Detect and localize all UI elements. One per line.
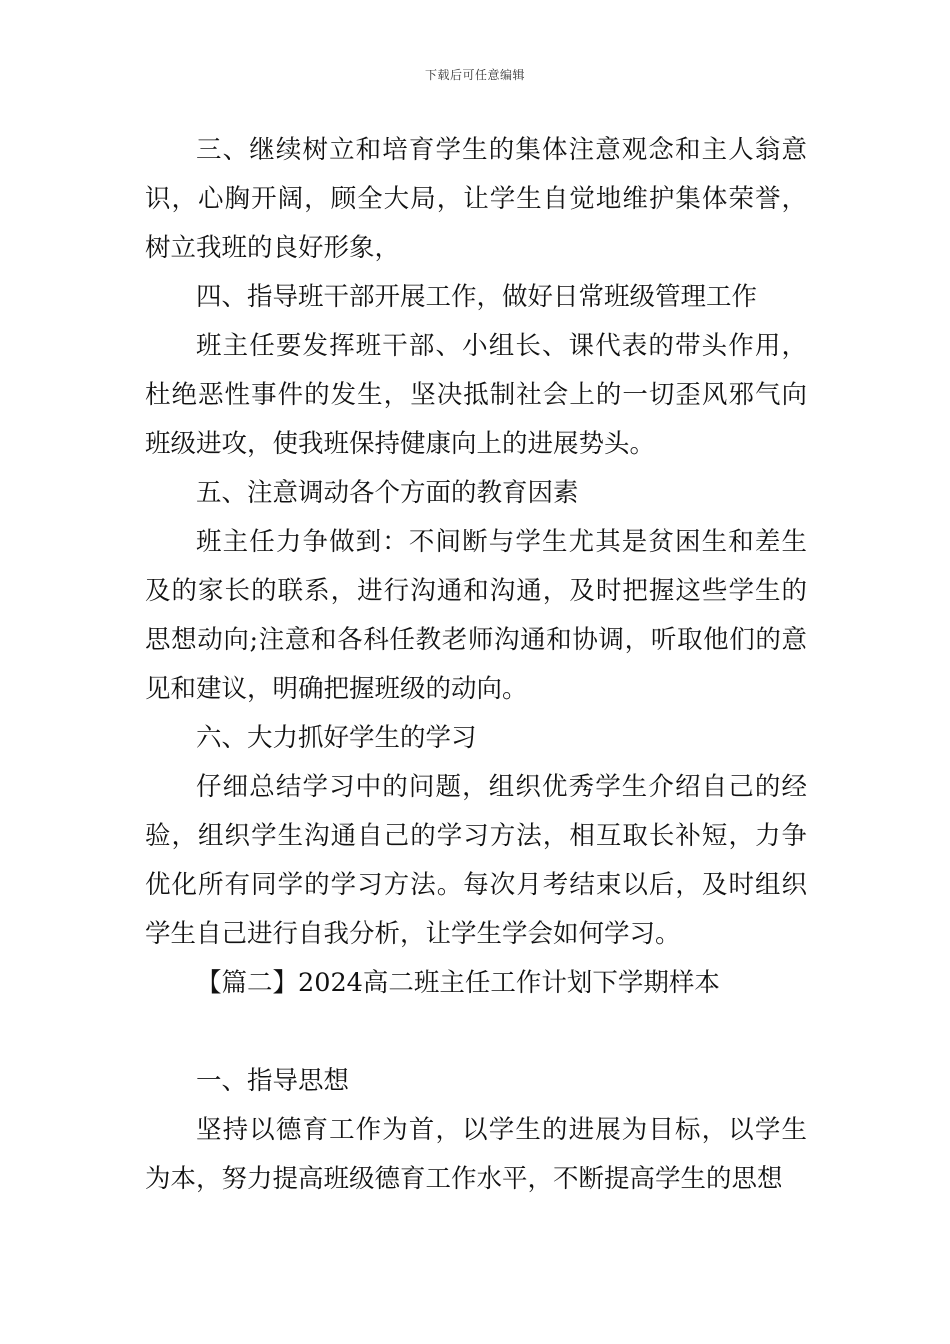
paragraph-section-four-body: 班主任要发挥班干部、小组长、课代表的带头作用，杜绝恶性事件的发生，坚决抵制社会上的一切歪风邪气向班级进攻，使我班保持健康向上的进展势头。 <box>145 331 807 459</box>
document-body <box>145 126 807 1204</box>
heading-section-five: 五、注意调动各个方面的教育因素 <box>196 478 579 508</box>
article-two-title: 【篇二】2024高二班主任工作计划下学期样本 <box>196 968 720 998</box>
blank-line <box>145 1008 807 1057</box>
heading-guiding-ideology: 一、指导思想 <box>196 1066 350 1096</box>
heading-section-four: 四、指导班干部开展工作，做好日常班级管理工作 <box>196 282 758 312</box>
paragraph-section-six-body: 仔细总结学习中的问题，组织优秀学生介绍自己的经验，组织学生沟通自己的学习方法，相互取长补短，力争优化所有同学的学习方法。每次月考结束以后，及时组织学生自己进行自我分析，让学生学会如何学习。 <box>145 772 807 949</box>
heading-section-six: 六、大力抓好学生的学习 <box>196 723 477 753</box>
page-header-note: 下载后可任意编辑 <box>424 68 525 82</box>
paragraph-section-three: 三、继续树立和培育学生的集体注意观念和主人翁意识，心胸开阔，顾全大局，让学生自觉地维护集体荣誉，树立我班的良好形象， <box>145 135 807 263</box>
paragraph-section-five-body: 班主任力争做到：不间断与学生尤其是贫困生和差生及的家长的联系，进行沟通和沟通，及时把握这些学生的思想动向;注意和各科任教老师沟通和协调，听取他们的意见和建议，明确把握班级的动向。 <box>145 527 807 704</box>
paragraph-guiding-ideology-body: 坚持以德育工作为首，以学生的进展为目标，以学生为本，努力提高班级德育工作水平，不断提高学生的思想 <box>145 1115 807 1194</box>
